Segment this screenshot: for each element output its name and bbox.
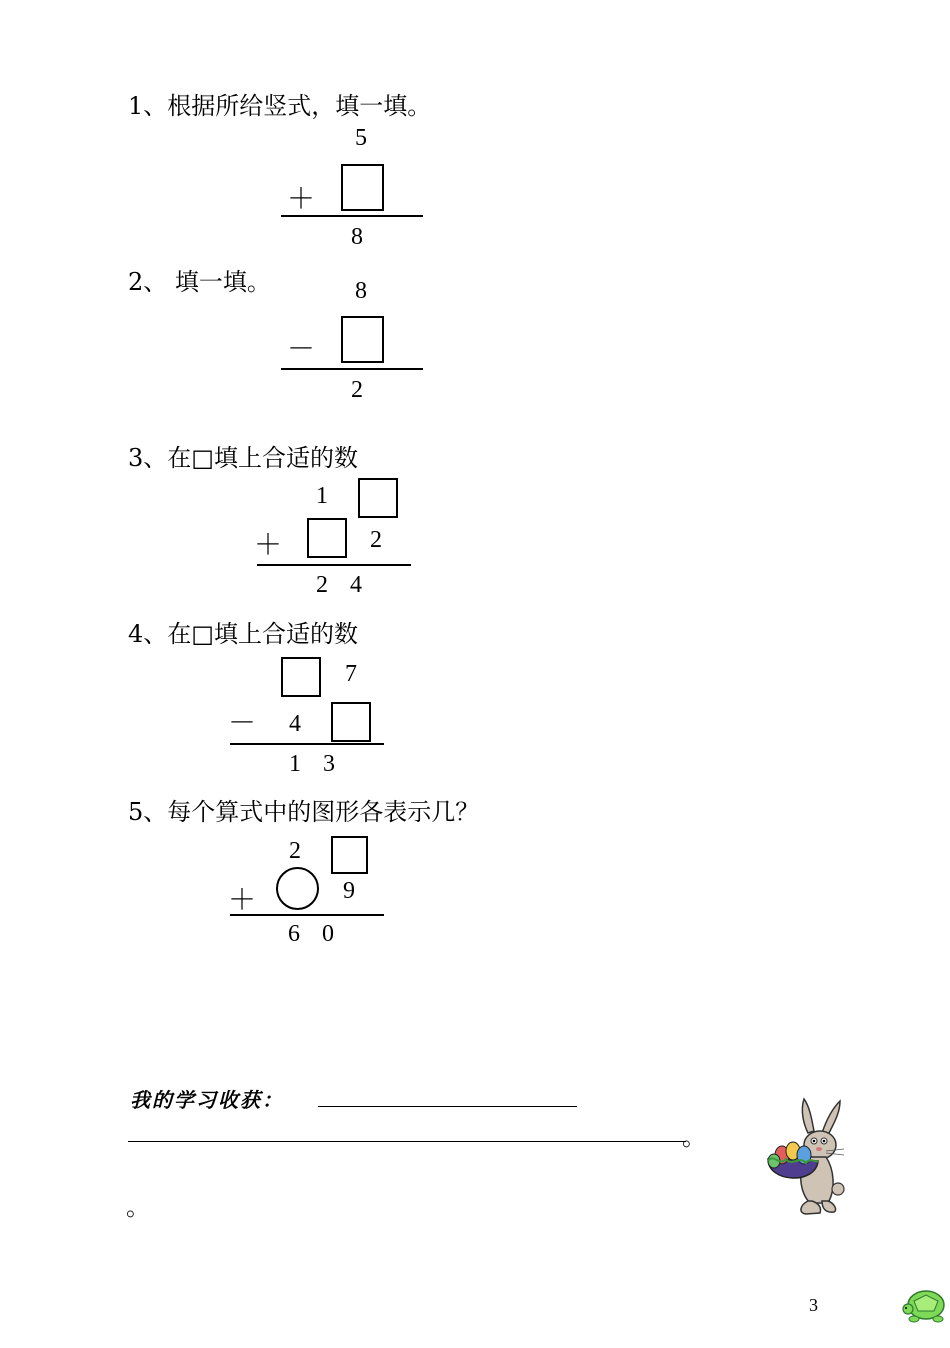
q5-top-tens: 2 [289,838,301,864]
q5-operator: ＋ [228,883,257,916]
question-4-title: 4、在□填上合适的数 [128,620,358,648]
q3-operator: ＋ [254,528,283,561]
question-3-title: 3、在□填上合适的数 [128,444,358,472]
summary-fill-line-1[interactable] [318,1106,577,1107]
q2-operator: － [287,332,316,365]
q3-sum-line [257,564,411,566]
q1-answer-box[interactable] [341,164,384,211]
turtle-icon [900,1287,950,1327]
q4-second-ones-box[interactable] [331,702,371,742]
q4-top-ones: 7 [345,661,357,687]
q5-second-ones: 9 [343,878,355,904]
q5-result-ones: 0 [322,921,334,947]
question-5-title: 5、每个算式中的图形各表示几？ [128,798,480,826]
q2-answer-box[interactable] [341,316,384,363]
q1-top-number: 5 [355,125,367,151]
q4-result-ones: 3 [323,751,335,777]
q4-operator: － [228,706,257,739]
summary-fill-line-2[interactable] [128,1141,686,1142]
q4-difference-line [230,743,384,745]
q4-result-tens: 1 [289,751,301,777]
q3-top-tens: 1 [316,483,328,509]
q3-result-tens: 2 [316,572,328,598]
q5-sum-line [230,914,384,916]
question-2-title: 2、 填一填。 [128,268,271,296]
q1-sum-line [281,215,423,217]
q5-circle-shape[interactable] [276,867,319,910]
q4-second-tens: 4 [289,711,301,737]
q4-top-tens-box[interactable] [281,657,321,697]
learning-summary-label: 我的学习收获： [130,1088,284,1112]
q1-result: 8 [351,224,363,250]
q3-top-ones-box[interactable] [358,478,398,518]
page-number: 3 [809,1295,818,1315]
q1-operator: ＋ [287,182,316,215]
q2-top-number: 8 [355,278,367,304]
q3-second-ones: 2 [370,527,382,553]
q5-square-box[interactable] [331,836,368,874]
q5-result-tens: 6 [288,921,300,947]
q2-result: 2 [351,377,363,403]
question-1-title: 1、根据所给竖式，填一填。 [128,92,432,120]
q3-second-tens-box[interactable] [307,518,347,558]
rabbit-with-eggs-icon [760,1093,850,1218]
summary-period-1: 。 [682,1123,706,1151]
q3-result-ones: 4 [350,572,362,598]
summary-period-2: 。 [126,1193,150,1221]
q2-difference-line [281,368,423,370]
